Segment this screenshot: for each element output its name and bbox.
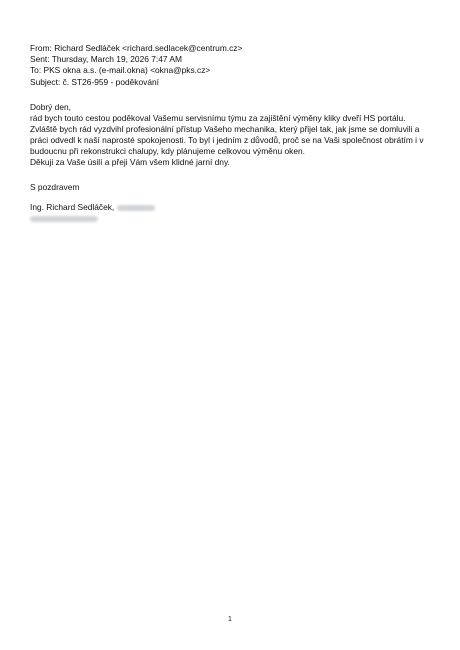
to-value: PKS okna a.s. (e-mail.okna) <okna@pks.cz>	[43, 65, 211, 76]
signature-name: Ing. Richard Sedláček,	[30, 202, 115, 212]
signature-name-line	[30, 202, 155, 213]
header-to: To: PKS okna a.s. (e-mail.okna) <okna@pks.cz>	[30, 65, 211, 76]
body-line: Zvláště bych rád vyzdvihl profesionální přístup Vašeho mechanika, který přijel tak, jak jsme se domluvili a	[30, 124, 420, 135]
body-line: práci odvedl k naší naprosté spokojenosti. To byl i jedním z důvodů, proč se na Vaši společnost obrátím i v	[30, 135, 424, 146]
greeting: Dobrý den,	[30, 102, 71, 112]
redacted-phone	[30, 216, 98, 222]
body-line: budoucnu při rekonstrukci chalupy, kdy plánujeme celkovou výměnu oken.	[30, 146, 305, 157]
page-number: 1	[228, 616, 232, 623]
header-from: From: Richard Sedláček <richard.sedlacek@centrum.cz>	[30, 43, 243, 53]
redacted-title	[117, 205, 155, 211]
header-sent: Sent: Thursday, March 19, 2026 7:47 AM	[30, 54, 182, 65]
header-subject: Subject: č. ST26-959 - poděkování	[30, 76, 159, 87]
body-line: Děkuji za Vaše úsilí a přeji Vám všem klidné jarní dny.	[30, 157, 230, 168]
from-value: Richard Sedláček <richard.sedlacek@centrum.cz>	[54, 43, 243, 53]
email-body	[30, 102, 435, 169]
subject-value: č. ST26-959 - poděkování	[62, 76, 159, 87]
signature	[30, 202, 155, 225]
sent-value: Thursday, March 19, 2026 7:47 AM	[51, 54, 182, 65]
body-line: rád bych touto cestou poděkoval Vašemu servisnímu týmu za zajištění výměny kliky dveří HS portálu.	[30, 113, 406, 124]
closing: S pozdravem	[30, 182, 80, 192]
email-headers	[30, 43, 440, 88]
